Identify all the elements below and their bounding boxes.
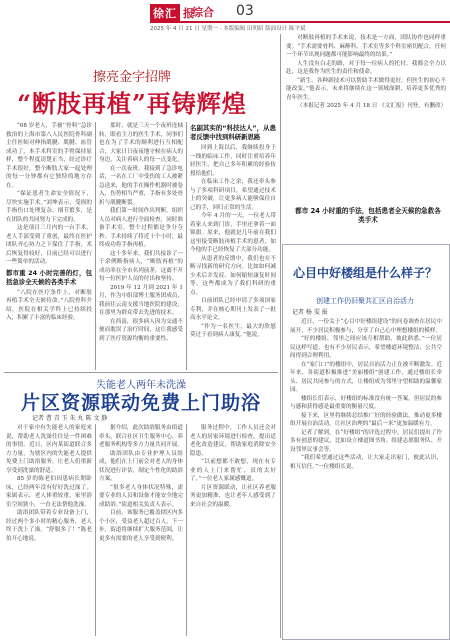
paragraph: 85 岁的陈老伯因患病长期卧床，已经两年没有好好洗过澡了。家属表示，老人体重较重，家里浴室空间狭小，一直无法帮他洗澡。: [6, 476, 92, 508]
paragraph: 目前团队已经申请了多项国家专利，并在核心期刊上发表了一批高水平论文。: [190, 298, 276, 321]
right-story-subhead: 都市 24 小时重的手法，包括患者全天候的急救各类手术: [295, 207, 441, 224]
paragraph: “以前想都不敢想，现在有专业的人上门来帮忙，真的太好了。”一位老人家属感慨道。: [190, 459, 276, 482]
story1-subhead: 都市重 24 小时完善的灯，包括急诊全天候的各类手术: [6, 268, 92, 286]
paragraph: 目前，该服务已覆盖辖区内多个小区，受益老人超过百人。下一步，街道将继续扩大服务范围，让更多有需要的老人享受到便利。: [99, 510, 183, 542]
story2-column-3: [190, 424, 276, 636]
column-divider: [95, 122, 96, 370]
story1-kicker: 擦亮金字招牌: [92, 70, 171, 85]
newspaper-brand: [150, 4, 195, 22]
paragraph: 记者了解到，在“好楼组”的评选过程中，居民们提出了许多有创意的建议，比如设立楼道图书角、组建志愿服务队、开设邻里议事会等。: [290, 429, 442, 453]
story1-column-1: [6, 122, 92, 372]
paragraph: 我们第一时间作出判断，组织人员对病人进行全面检查，同时准备手术室，整个过程都是争分夺秒。手术持续了将近十个小时，最终成功将手指再植。: [99, 208, 183, 248]
column-divider: [280, 34, 281, 638]
story2-byline: 记者 曹 青 玉 朱 丸 陈 文 静: [32, 415, 108, 422]
brand-mark: 徐汇: [150, 4, 180, 22]
paragraph: 在西南，很多病人因为交通不便而耽误了治疗时间，这让我感受到了医疗资源均衡的重要性。: [99, 318, 183, 342]
paragraph: 服务过程中，工作人员还会对老人的居家环境进行检查，提出适老化改造建议，帮助家庭消除安全隐患。: [190, 425, 276, 457]
paragraph: “我们希望通过这些活动，让大家走出家门，彼此认识、相互信任。”一位楼组长说。: [290, 455, 442, 470]
paragraph: “八院在医疗条件上，对断肢再植手术全天候待命。”八院骨科介绍，医院在相关学科上已持续投入，积累了丰富的临床经验。: [6, 289, 92, 321]
paragraph: 据介绍，此次助浴服务由街道牵头，联合社区卫生服务中心、养老服务机构等多方力量共同开展。: [99, 425, 183, 448]
paragraph: 对断肢再植的手术来说，技术是一方面，团队协作也同样重要。“手术需要骨科、麻醉科、手术室等多个科室密切配合，任何一个环节出现问题都可能影响最终的结果。”: [286, 35, 446, 58]
story2-kicker: 失能老人两年未洗澡: [96, 380, 186, 391]
column-divider: [186, 122, 187, 370]
box-headline: 心目中好楼组是什么样子？: [292, 266, 437, 280]
story2-column-1: [6, 424, 92, 636]
paragraph: 在“家门口”的楼组中，居民自治活力正在被不断激发。近年来，各街道积极推进“美丽楼组”创建工作，通过楼组长牵头、居民共同参与的方式，让楼组成为邻里守望相助的温馨家园。: [290, 361, 442, 393]
page-number: 03: [236, 3, 254, 19]
paragraph: “作为一名医生，最大的欣慰莫过于看到病人康复。”他说。: [190, 323, 276, 338]
paragraph: 今年 4 月的一天，一位老人带着家人来到门诊，手里还拿着一面锦旗。原来，他就是几年前在我们这里接受断肢再植手术的患者，如今他的手已经恢复了大部分功能。: [190, 213, 276, 253]
paragraph: 近日，一份关于“心目中好楼组建设”的问卷调查在居民中展开，不少居民积极参与，分享了自己心中理想楼组的模样。: [290, 319, 442, 334]
paragraph: 这十多年来，我们共接诊了一千余例断指病人，“断肢再植”的成功率在全市名列前茅，这离不开每一位医护人员的付出和坚持。: [99, 250, 183, 282]
paragraph: 对于家中有失能老人的家庭来说，帮助老人洗澡往往是一件困难的事情。近日，区内某街道联合多方力量，为辖区内的失能老人提供免费上门助浴服务，让老人们重新享受到洗澡的舒适。: [6, 425, 92, 474]
right-story-column: [286, 34, 446, 204]
paragraph: “很多老人身体状况特殊，需要专业的人员和设备才能安全地完成助浴。”街道相关负责人表示。: [99, 484, 183, 508]
paragraph: 楼组长们表示，好楼组的标准没有统一答案，但居民的参与感和获得感是最重要的衡量尺度。: [290, 395, 442, 410]
paragraph: 这是项目三月内的一台手术，老人手部受到了重创，最终在医护团队齐心协力之下保住了手指，术后恢复得较好，目前已经可以进行一些简单的活动。: [6, 225, 92, 265]
paragraph: 人生没有白走的路，对于每一位病人的托付，我都会全力以赴，这是我作为医生的责任和使命。: [286, 60, 446, 75]
box-story-column: [290, 318, 442, 634]
paragraph: 助浴团队带着专业设备上门，经过两个多小时的精心服务，老人终于洗上了澡。“舒服多了！”陈老伯开心地说。: [6, 510, 92, 542]
column-divider: [95, 424, 96, 636]
paragraph: 在一次夜班，我接到了急诊电话，一名在工厂中受伤的工人被紧急送来，他的手在操作机器时被卷入，伤势相当严重，手指有多处骨折与肌腱断裂。: [99, 165, 183, 206]
box-byline: 记者 杨 雯 报: [292, 309, 328, 316]
paragraph: “保证患者生命安全情况下，尽快实施手术。”刘坤表示，受损的手指伤口处理复杂、细节繁多，是在团队的共同努力下完成的。: [6, 191, 92, 223]
paragraph: 片区资源联动，让社区养老服务更加精准，也让老年人感受到了来自社会的温暖。: [190, 484, 276, 508]
paragraph: 回到上海以后，我继续投身于一线的临床工作，同时注重培养年轻医生，把自己多年积累的经验传授给他们。: [190, 145, 276, 177]
paragraph: “新生，各种新技术可以帮助手术做得更好，但医生的初心不能改变。”他表示，未来将继续在这一领域深耕，培养更多优秀的青年医生。: [286, 77, 446, 101]
page-header: [0, 0, 450, 30]
paragraph: （本报记者 2025 年 4 月 18 日 《文汇报》刊登，有删改）: [297, 103, 446, 109]
story1-column-2: [99, 122, 183, 372]
paragraph: 2019 年 12 月到 2021 年 1 月，作为中组部博士服务团成员，我前往云南支援当地医院的建设，在那里为群众带去先进的技术。: [99, 284, 183, 316]
story1-headline: “断肢再植”再铸辉煌: [17, 89, 247, 118]
paragraph: 从患者的反馈中，我们也在不断寻找新的研究方向。比如如何减少术后并发症、如何缩短康复时间等，这些都成为了我们科研的重点。: [190, 255, 276, 296]
paragraph: 助浴团队由专业护理人员组成，他们在上门前会对老人的身体状况进行评估，制定个性化的助浴方案。: [99, 450, 183, 482]
story1-column-3: [190, 122, 276, 372]
box-subheadline: 创建工作仍旧聚共汇区自治活力: [316, 297, 414, 305]
section-divider: [4, 372, 278, 373]
column-divider: [186, 424, 187, 636]
dateline: 2025 年 4 月 21 日 星期一 · 本版编辑 田明昭 版面设计 陈平斌: [150, 26, 306, 32]
header-rule: [150, 21, 450, 23]
story1-col3-heading: 名副其实的“科技达人”，从患者反馈中找到科研新思路: [190, 124, 276, 141]
paragraph: 接下来，区里将继续总结推广好的经验做法，推动更多楼组开展自治活动，让社区治理的“最后一米”更加温暖有力。: [290, 412, 442, 427]
section-name: 综合: [192, 6, 214, 19]
brand-text: 报: [183, 7, 195, 20]
paragraph: 在临床工作之余，我还牵头参与了多项科研项目，希望通过技术上的突破，让更多病人能够保住自己的手，回归正常的生活。: [190, 179, 276, 211]
story2-column-2: [99, 424, 183, 636]
paragraph: “好的楼组，邻里之间应该互相帮助、彼此熟悉。”一位居民这样写道。也有不少居民表示，希望楼道环境整洁、公共空间得到合理利用。: [290, 336, 442, 359]
paragraph: “68 岁老人，手被‘‘骨料’’急诊救治的上海市第八人民医院骨科副主任医师对伸指肌腱、肌腱、血管成功了，本手术科室的手臂保持原样，整个程度清楚正当，经过诊疗手术很好，整个断肢大家一起处理的每一分钟都有它独特的地方存在。: [6, 123, 92, 189]
story2-headline: 片区资源联动免费上门助浴: [20, 392, 261, 414]
paragraph: 那时，就是三天一个夜班连轴转，眼看主刀的医生手术，同事们也在为了手术的顺利进行互相配合，大家日日夜夜地守候在病人的身边，关注着病人的每一点变化。: [99, 123, 183, 163]
